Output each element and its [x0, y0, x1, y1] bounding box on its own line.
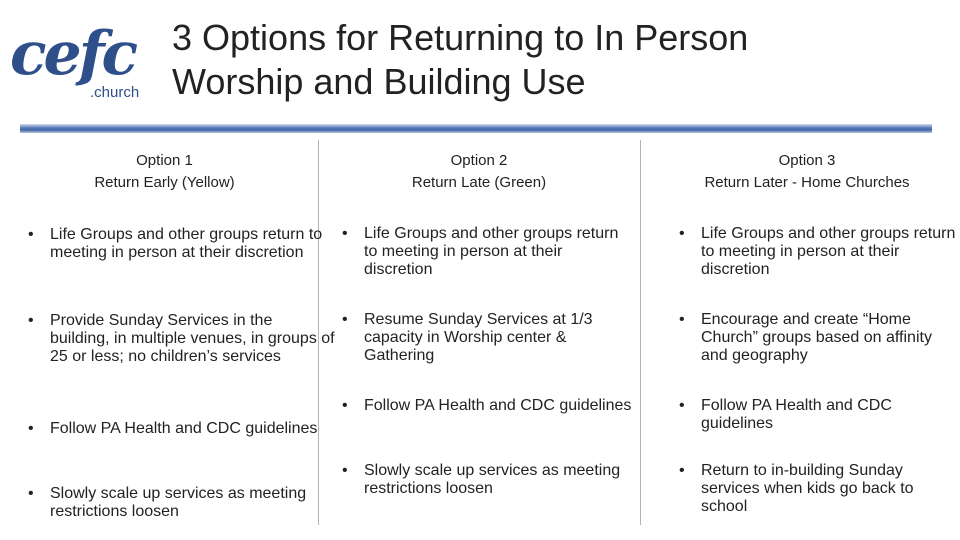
title-divider: [20, 124, 932, 133]
option-1-bullet-4: • Slowly scale up services as meeting restrictions loosen: [22, 485, 335, 521]
option-3-subheading: Return Later - Home Churches: [704, 173, 910, 191]
option-1-bullet-2: • Provide Sunday Services in the building, in multiple venues, in groups of 25 or less; no children’s services: [22, 312, 335, 366]
option-3-bullet-3: • Follow PA Health and CDC guidelines: [673, 397, 960, 433]
title-line-2: Worship and Building Use: [172, 61, 586, 102]
slide-title: [172, 16, 932, 104]
option-1-column: [22, 150, 307, 193]
option-3-heading: Option 3: [778, 152, 836, 169]
option-2-bullet-2: • Resume Sunday Services at 1/3 capacity in Worship center & Gathering: [336, 311, 634, 365]
column-divider-2: [640, 140, 641, 525]
option-2-bullet-3: • Follow PA Health and CDC guidelines: [336, 397, 634, 415]
option-1-subheading: Return Early (Yellow): [94, 173, 235, 191]
option-2-header: [334, 150, 624, 193]
option-2-bullet-1: • Life Groups and other groups return to meeting in person at their discretion: [336, 225, 634, 279]
option-2-heading: Option 2: [450, 152, 508, 169]
title-line-1: 3 Options for Returning to In Person: [172, 17, 749, 58]
option-3-bullet-1: • Life Groups and other groups return to meeting in person at their discretion: [673, 225, 960, 279]
option-1-bullet-3: • Follow PA Health and CDC guidelines: [22, 420, 335, 438]
option-3-bullet-2: • Encourage and create “Home Church” groups based on affinity and geography: [673, 311, 960, 365]
option-3-column: [672, 150, 942, 193]
option-3-bullet-4: • Return to in-building Sunday services when kids go back to school: [673, 462, 960, 516]
cefc-logo: [10, 18, 160, 108]
option-2-subheading: Return Late (Green): [411, 173, 547, 191]
option-1-header: [22, 150, 307, 193]
logo-mark: cefc: [10, 19, 136, 89]
option-1-heading: Option 1: [136, 152, 193, 169]
option-1-bullet-1: • Life Groups and other groups return to meeting in person at their discretion: [22, 226, 335, 262]
option-2-bullet-4: • Slowly scale up services as meeting restrictions loosen: [336, 462, 634, 498]
logo-subtext: .church: [90, 84, 140, 101]
option-2-column: [334, 150, 624, 193]
option-3-header: [672, 150, 942, 193]
